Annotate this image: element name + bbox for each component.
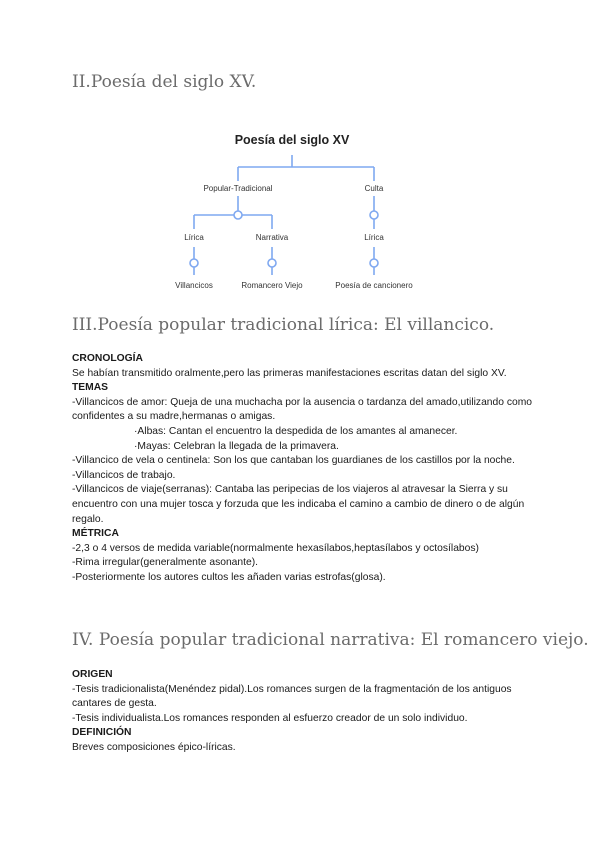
origen-item: -Tesis tradicionalista(Menéndez pidal).Los romances surgen de la fragmentación de los antiguos cantares de gesta. <box>72 683 512 710</box>
section-3-heading: III.Poesía popular tradicional lírica: El villancico. <box>72 315 495 335</box>
tema-item: -Villancicos de viaje(serranas): Cantaba las peripecias de los viajeros al atravesar la Sierra y su encuentro con una mujer tosca y forzuda que les indicaba el camino a cambio de dinero o de algún regalo. <box>72 484 525 525</box>
metrica-item: -2,3 o 4 versos de medida variable(normalmente hexasílabos,heptasílabos y octosílabos) <box>72 542 479 554</box>
narrativa-label: Narrativa <box>255 233 289 242</box>
romancero-viejo-label: Romancero Viejo <box>241 281 303 290</box>
section-4-body <box>72 668 542 756</box>
diagram-title: Poesía del siglo XV <box>234 133 350 147</box>
origen-item: -Tesis individualista.Los romances responden al esfuerzo creador de un solo individuo. <box>72 712 468 724</box>
tema-subitem: ·Albas: Cantan el encuentro la despedida de los amantes al amanecer. <box>134 425 458 437</box>
metrica-item: -Rima irregular(generalmente asonante). <box>72 557 259 569</box>
narrativa-node <box>268 259 276 267</box>
popular-node <box>234 211 242 219</box>
diagram-lines <box>160 125 460 300</box>
section-3-body <box>72 352 542 586</box>
definicion-heading: DEFINICIÓN <box>72 727 132 739</box>
poesia-cancionero-label: Poesía de cancionero <box>335 281 413 290</box>
definicion-text: Breves composiciones épico-líricas. <box>72 741 236 753</box>
lirica-right-label: Lírica <box>364 233 384 242</box>
metrica-item: -Posteriormente los autores cultos les añaden varias estrofas(glosa). <box>72 571 386 583</box>
tema-item: -Villancicos de trabajo. <box>72 469 176 481</box>
popular-tradicional-label: Popular-Tradicional <box>203 184 273 193</box>
origen-heading: ORIGEN <box>72 669 113 680</box>
poetry-diagram <box>160 125 460 300</box>
lirica-left-node <box>190 259 198 267</box>
cronologia-text: Se habían transmitido oralmente,pero las primeras manifestaciones escritas datan del siglo XV. <box>72 367 507 379</box>
tema-subitem: ·Mayas: Celebran la llegada de la primavera. <box>134 440 339 452</box>
tema-item: -Villancico de vela o centinela: Son los que cantaban los guardianes de los castillos por la noche. <box>72 455 515 467</box>
tema-item: -Villancicos de amor: Queja de una muchacha por la ausencia o tardanza del amado,utilizando como confidentes a su madre,hermanas o amigas. <box>72 396 533 423</box>
metrica-heading: MÉTRICA <box>72 528 119 540</box>
cronologia-heading: CRONOLOGÍA <box>72 353 143 364</box>
villancicos-label: Villancicos <box>175 281 213 290</box>
section-4-heading: IV. Poesía popular tradicional narrativa: El romancero viejo. <box>72 630 589 650</box>
culta-label: Culta <box>364 184 384 193</box>
section-2-heading: II.Poesía del siglo XV. <box>72 72 257 92</box>
temas-heading: TEMAS <box>72 382 109 394</box>
culta-node <box>370 211 378 219</box>
lirica-left-label: Lírica <box>184 233 204 242</box>
lirica-right-node <box>370 259 378 267</box>
